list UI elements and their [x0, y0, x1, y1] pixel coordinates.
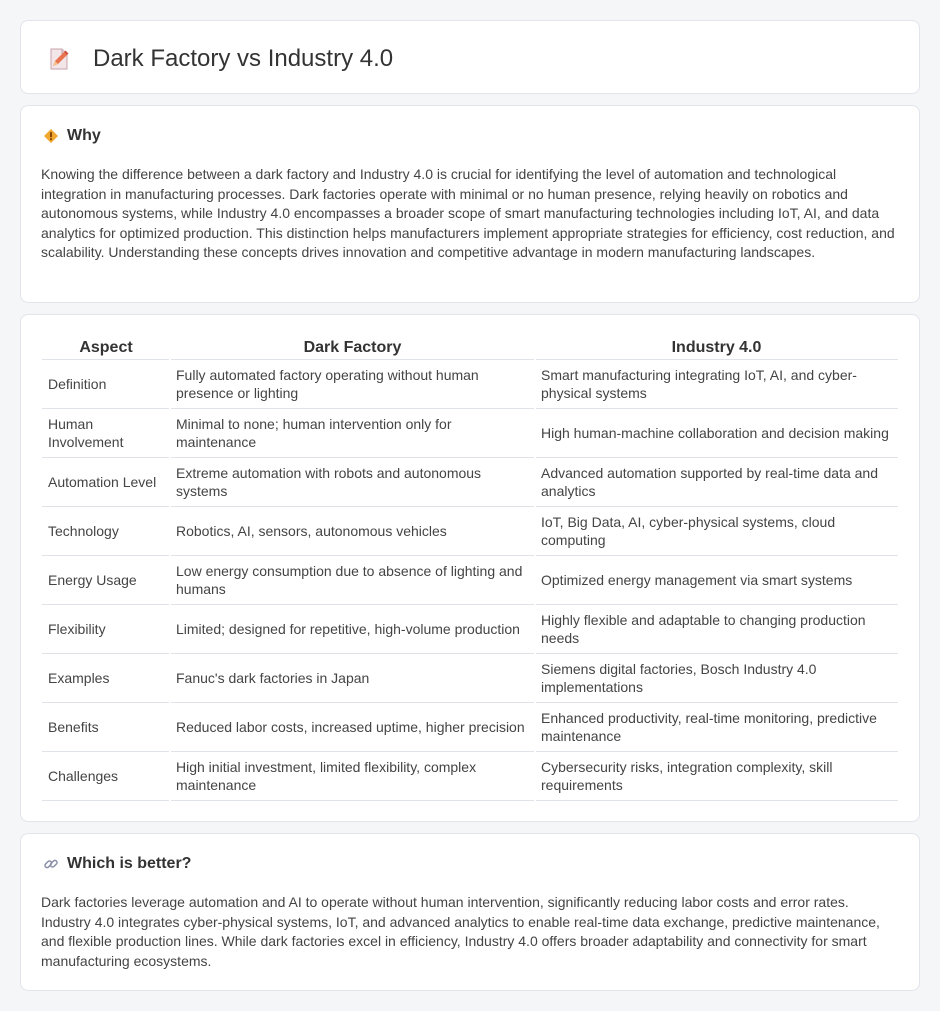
header-dark-factory: Dark Factory	[303, 338, 402, 356]
aspect-cell: Examples	[42, 653, 170, 702]
comparison-card	[20, 314, 920, 822]
link-icon	[43, 856, 59, 872]
better-header	[43, 855, 191, 873]
header-industry-4: Industry 4.0	[671, 338, 762, 356]
dark-factory-cell: Low energy consumption due to absence of lighting and humans	[170, 555, 535, 604]
comparison-table	[42, 335, 898, 801]
aspect-cell: Technology	[42, 506, 170, 555]
industry-4-cell: Enhanced productivity, real-time monitoring, predictive maintenance	[535, 702, 898, 751]
table-header-row	[42, 335, 898, 359]
industry-4-cell: Cybersecurity risks, integration complexity, skill requirements	[535, 751, 898, 800]
table-row	[42, 457, 898, 506]
dark-factory-cell: High initial investment, limited flexibility, complex maintenance	[170, 751, 535, 800]
industry-4-cell: Smart manufacturing integrating IoT, AI, and cyber-physical systems	[535, 359, 898, 408]
aspect-cell: Definition	[42, 359, 170, 408]
document-pencil-icon	[47, 47, 71, 71]
why-header	[43, 127, 101, 145]
aspect-cell: Benefits	[42, 702, 170, 751]
table-row	[42, 604, 898, 653]
diamond-warning-icon	[43, 128, 59, 144]
industry-4-cell: IoT, Big Data, AI, cyber-physical systems, cloud computing	[535, 506, 898, 555]
table-row	[42, 506, 898, 555]
industry-4-cell: Optimized energy management via smart systems	[535, 555, 898, 604]
dark-factory-cell: Minimal to none; human intervention only for maintenance	[170, 408, 535, 457]
table-row	[42, 555, 898, 604]
aspect-cell: Automation Level	[42, 457, 170, 506]
dark-factory-cell: Limited; designed for repetitive, high-volume production	[170, 604, 535, 653]
why-card	[20, 105, 920, 303]
aspect-cell: Energy Usage	[42, 555, 170, 604]
title-card	[20, 20, 920, 94]
industry-4-cell: Advanced automation supported by real-time data and analytics	[535, 457, 898, 506]
why-body: Knowing the difference between a dark factory and Industry 4.0 is crucial for identifying the level of automation and technological integration in manufacturing processes. Dark factories operate with minimal or no human presence, relying heavily on robotics and autonomous systems, while Industry 4.0 encompasses a broader scope of smart manufacturing technologies including IoT, AI, and data analytics for optimized production. This distinction helps manufacturers implement appropriate strategies for efficiency, cost reduction, and scalability. Understanding these concepts drives innovation and competitive advantage in modern manufacturing landscapes.	[41, 166, 895, 261]
table-row	[42, 751, 898, 800]
title-row	[47, 45, 393, 73]
dark-factory-cell: Reduced labor costs, increased uptime, higher precision	[170, 702, 535, 751]
page-title: Dark Factory vs Industry 4.0	[93, 45, 394, 72]
dark-factory-cell: Robotics, AI, sensors, autonomous vehicles	[170, 506, 535, 555]
table-row	[42, 408, 898, 457]
better-body: Dark factories leverage automation and AI to operate without human intervention, significantly reducing labor costs and error rates. Industry 4.0 integrates cyber-physical systems, IoT, and advanced analytics to enable real-time data exchange, predictive maintenance, and flexible production lines. While dark factories excel in efficiency, Industry 4.0 offers broader adaptability and connectivity for smart manufacturing ecosystems.	[41, 894, 880, 969]
table-row	[42, 359, 898, 408]
industry-4-cell: High human-machine collaboration and decision making	[535, 408, 898, 457]
why-heading: Why	[67, 127, 101, 144]
aspect-cell: Flexibility	[42, 604, 170, 653]
industry-4-cell: Siemens digital factories, Bosch Industry 4.0 implementations	[535, 653, 898, 702]
dark-factory-cell: Extreme automation with robots and autonomous systems	[170, 457, 535, 506]
industry-4-cell: Highly flexible and adaptable to changing production needs	[535, 604, 898, 653]
header-aspect: Aspect	[79, 338, 133, 356]
table-row	[42, 653, 898, 702]
aspect-cell: Human Involvement	[42, 408, 170, 457]
which-is-better-card	[20, 833, 920, 991]
dark-factory-cell: Fanuc's dark factories in Japan	[170, 653, 535, 702]
dark-factory-cell: Fully automated factory operating without human presence or lighting	[170, 359, 535, 408]
aspect-cell: Challenges	[42, 751, 170, 800]
table-row	[42, 702, 898, 751]
better-heading: Which is better?	[67, 855, 192, 872]
